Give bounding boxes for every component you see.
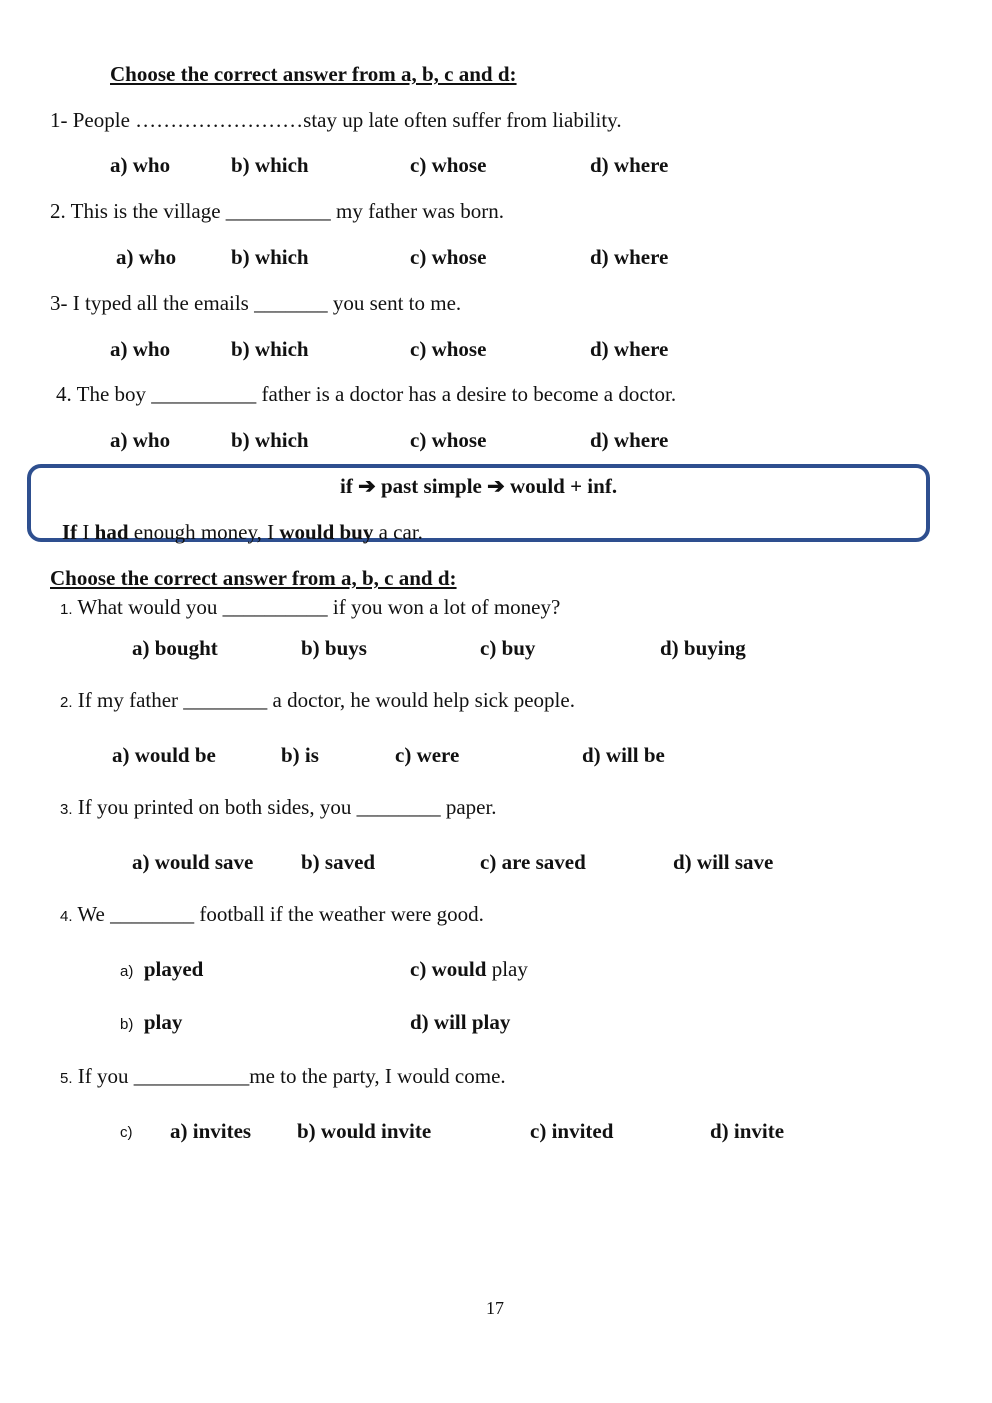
option-b: b) is bbox=[281, 743, 319, 767]
option-a: a) invites bbox=[170, 1119, 252, 1143]
question-number: 2. bbox=[60, 694, 73, 711]
section1-heading: Choose the correct answer from a, b, c and d: bbox=[110, 62, 517, 86]
option-a: a) would be bbox=[112, 743, 216, 767]
option-d: d) will save bbox=[673, 850, 774, 874]
option-d: d) where bbox=[590, 337, 669, 361]
example-text: enough money, I bbox=[128, 520, 280, 544]
option-marker: b) bbox=[120, 1016, 134, 1033]
rule-formula bbox=[340, 476, 617, 497]
arrow-icon: ➔ bbox=[358, 474, 376, 498]
question-text: 3- I typed all the emails _______ you sent to me. bbox=[50, 291, 462, 315]
option-b: b) which bbox=[231, 428, 309, 452]
question-line bbox=[60, 597, 560, 618]
option-b: b) saved bbox=[301, 850, 376, 874]
option-c: c) whose bbox=[410, 428, 487, 452]
question-text: We ________ football if the weather were good. bbox=[77, 902, 484, 926]
option-b: b) buys bbox=[301, 636, 367, 660]
question-text: If you printed on both sides, you ________ paper. bbox=[77, 795, 497, 819]
option-a: a) bought bbox=[132, 636, 218, 660]
question-line bbox=[60, 690, 575, 711]
example-text: I bbox=[77, 520, 95, 544]
option-c bbox=[410, 959, 528, 980]
option-a: a) who bbox=[110, 337, 171, 361]
question-text: What would you __________ if you won a lot of money? bbox=[77, 595, 561, 619]
option-a: a) who bbox=[110, 153, 171, 177]
example-had: had bbox=[94, 520, 129, 544]
question-text: If my father ________ a doctor, he would help sick people. bbox=[77, 688, 575, 712]
question-text: 1- People ……………………stay up late often suffer from liability. bbox=[50, 108, 622, 132]
rule-past-simple: past simple bbox=[380, 474, 482, 498]
option-answer: played bbox=[143, 957, 204, 981]
example-text: a car. bbox=[373, 520, 423, 544]
option-a: a) would save bbox=[132, 850, 254, 874]
question-number: 4. bbox=[60, 908, 73, 925]
example-would-buy: would buy bbox=[279, 520, 374, 544]
option-d: d) buying bbox=[660, 636, 746, 660]
question-text: 4. The boy __________ father is a doctor has a desire to become a doctor. bbox=[56, 382, 677, 406]
arrow-icon: ➔ bbox=[487, 474, 505, 498]
option-a: a) who bbox=[116, 245, 177, 269]
question-number: 5. bbox=[60, 1070, 73, 1087]
question-number: 3. bbox=[60, 801, 73, 818]
option-d: d) will play bbox=[410, 1010, 511, 1034]
option-c: c) whose bbox=[410, 337, 487, 361]
option-answer: play bbox=[143, 1010, 183, 1034]
option-c: c) are saved bbox=[480, 850, 586, 874]
option-answer: c) would bbox=[410, 957, 487, 981]
rule-if: if bbox=[340, 474, 353, 498]
question-text: If you ___________me to the party, I would come. bbox=[77, 1064, 506, 1088]
option-a: a) who bbox=[110, 428, 171, 452]
option-c: c) whose bbox=[410, 245, 487, 269]
option-d: d) will be bbox=[582, 743, 665, 767]
option-c: c) invited bbox=[530, 1119, 614, 1143]
page-number: 17 bbox=[486, 1298, 504, 1318]
option-b: b) which bbox=[231, 153, 309, 177]
option-b bbox=[120, 1012, 182, 1033]
option-c: c) buy bbox=[480, 636, 536, 660]
option-c: c) whose bbox=[410, 153, 487, 177]
option-d: d) invite bbox=[710, 1119, 785, 1143]
option-b: b) which bbox=[231, 245, 309, 269]
question-line bbox=[60, 797, 497, 818]
option-marker: c) bbox=[120, 1124, 133, 1141]
option-answer-plain: play bbox=[486, 957, 528, 981]
question-text: 2. This is the village __________ my father was born. bbox=[50, 199, 504, 223]
rule-example bbox=[62, 522, 423, 543]
question-line bbox=[60, 904, 484, 925]
question-number: 1. bbox=[60, 601, 73, 618]
section2-heading: Choose the correct answer from a, b, c and d: bbox=[50, 566, 457, 590]
option-b: b) which bbox=[231, 337, 309, 361]
option-marker: a) bbox=[120, 963, 134, 980]
question-line bbox=[60, 1066, 506, 1087]
example-if: If bbox=[62, 520, 78, 544]
option-d: d) where bbox=[590, 245, 669, 269]
rule-would-inf: would + inf. bbox=[509, 474, 618, 498]
option-b: b) would invite bbox=[297, 1119, 432, 1143]
option-d: d) where bbox=[590, 153, 669, 177]
option-d: d) where bbox=[590, 428, 669, 452]
option-c: c) were bbox=[395, 743, 460, 767]
option-a bbox=[120, 959, 203, 980]
